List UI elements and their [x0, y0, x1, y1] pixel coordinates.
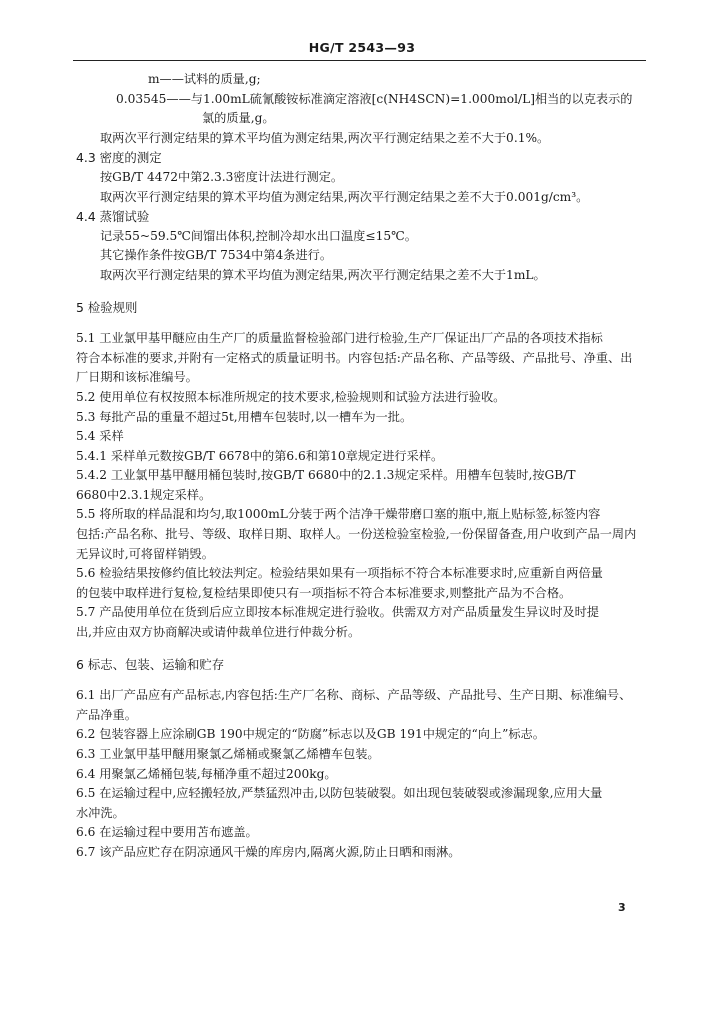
clause-5-5-line-2: 包括:产品名称、批号、等级、取样日期、取样人。一份送检验室检验,一份保留备查,用户收到产品一周内: [76, 527, 637, 542]
clause-5-1-line-3: 厂日期和该标准编号。: [76, 370, 198, 385]
section-6-heading: 6 标志、包装、运输和贮存: [76, 656, 225, 672]
result-rule-chlorine: 取两次平行测定结果的算术平均值为测定结果,两次平行测定结果之差不大于0.1%。: [100, 130, 550, 145]
var-constant-definition: 0.03545——与1.00mL硫氰酸铵标准滴定溶液[c(NH4SCN)=1.000mol/L]相当的以克表示的: [116, 91, 633, 106]
density-result-rule: 取两次平行测定结果的算术平均值为测定结果,两次平行测定结果之差不大于0.001g/cm³。: [100, 189, 589, 204]
clause-5-7-line-2: 出,并应由双方协商解决或请仲裁单位进行仲裁分析。: [76, 625, 361, 640]
standard-number-header: HG/T 2543—93: [308, 40, 416, 55]
clause-6-6: 6.6 在运输过程中要用苫布遮盖。: [76, 825, 258, 840]
clause-6-5-line-2: 水冲洗。: [76, 805, 125, 820]
clause-5-2: 5.2 使用单位有权按照本标准所规定的技术要求,检验规则和试验方法进行验收。: [76, 389, 506, 404]
clause-6-2: 6.2 包装容器上应涂刷GB 190中规定的“防腐”标志以及GB 191中规定的“向上”标志。: [76, 727, 545, 742]
clause-6-3: 6.3 工业氯甲基甲醚用聚氯乙烯桶或聚氯乙烯槽车包装。: [76, 747, 380, 761]
page-number: 3: [618, 901, 626, 914]
clause-5-4-heading: 5.4 采样: [76, 429, 124, 444]
clause-5-1-line-2: 符合本标准的要求,并附有一定格式的质量证明书。内容包括:产品名称、产品等级、产品批号、净重、出: [76, 350, 633, 365]
distillation-other-conditions: 其它操作条件按GB/T 7534中第4条进行。: [100, 248, 333, 263]
var-m-definition: m——试料的质量,g;: [148, 72, 261, 86]
distillation-result-rule: 取两次平行测定结果的算术平均值为测定结果,两次平行测定结果之差不大于1mL。: [100, 267, 546, 282]
clause-5-1-line-1: 5.1 工业氯甲基甲醚应由生产厂的质量监督检验部门进行检验,生产厂保证出厂产品的各项技术指标: [76, 331, 603, 346]
clause-6-1-line-2: 产品净重。: [76, 707, 137, 722]
clause-6-1-line-1: 6.1 出厂产品应有产品标志,内容包括:生产厂名称、商标、产品等级、产品批号、生产日期、标准编号、: [76, 688, 632, 703]
document-body: [76, 70, 642, 863]
clause-5-4-2-line-1: 5.4.2 工业氯甲基甲醚用桶包装时,按GB/T 6680中的2.1.3规定采样。用槽车包装时,按GB/T: [76, 468, 576, 483]
clause-5-5-line-3: 无异议时,可将留样销毁。: [76, 546, 214, 561]
clause-5-4-2-line-2: 6680中2.3.1规定采样。: [76, 487, 212, 502]
clause-6-7: 6.7 该产品应贮存在阴凉通风干燥的库房内,隔离火源,防止日晒和雨淋。: [76, 844, 461, 859]
header-rule: [73, 60, 646, 61]
section-4-3-heading: 4.3 密度的测定: [76, 150, 162, 166]
clause-6-5-line-1: 6.5 在运输过程中,应轻搬轻放,严禁猛烈冲击,以防包装破裂。如出现包装破裂或渗漏现象,应用大量: [76, 786, 603, 801]
clause-5-6-line-2: 的包装中取样进行复检,复检结果即使只有一项指标不符合本标准要求,则整批产品为不合格。: [76, 585, 572, 600]
clause-5-5-line-1: 5.5 将所取的样品混和均匀,取1000mL分装于两个洁净干燥带磨口塞的瓶中,瓶上贴标签,标签内容: [76, 507, 601, 522]
section-4-4-heading: 4.4 蒸馏试验: [76, 209, 150, 225]
distillation-record-text: 记录55~59.5℃间馏出体积,控制冷却水出口温度≤15℃。: [100, 228, 417, 243]
density-method-text: 按GB/T 4472中第2.3.3密度计法进行测定。: [100, 169, 344, 184]
clause-5-7-line-1: 5.7 产品使用单位在货到后应立即按本标准规定进行验收。供需双方对产品质量发生异议时及时提: [76, 605, 599, 620]
clause-5-4-1: 5.4.1 采样单元数按GB/T 6678中的第6.6和第10章规定进行采样。: [76, 448, 444, 463]
section-5-heading: 5 检验规则: [76, 299, 138, 315]
var-constant-definition-cont: 氯的质量,g。: [202, 111, 275, 126]
clause-6-4: 6.4 用聚氯乙烯桶包装,每桶净重不超过200kg。: [76, 766, 337, 781]
clause-5-3: 5.3 每批产品的重量不超过5t,用槽车包装时,以一槽车为一批。: [76, 409, 413, 424]
clause-5-6-line-1: 5.6 检验结果按修约值比较法判定。检验结果如果有一项指标不符合本标准要求时,应重新自两倍量: [76, 566, 603, 581]
